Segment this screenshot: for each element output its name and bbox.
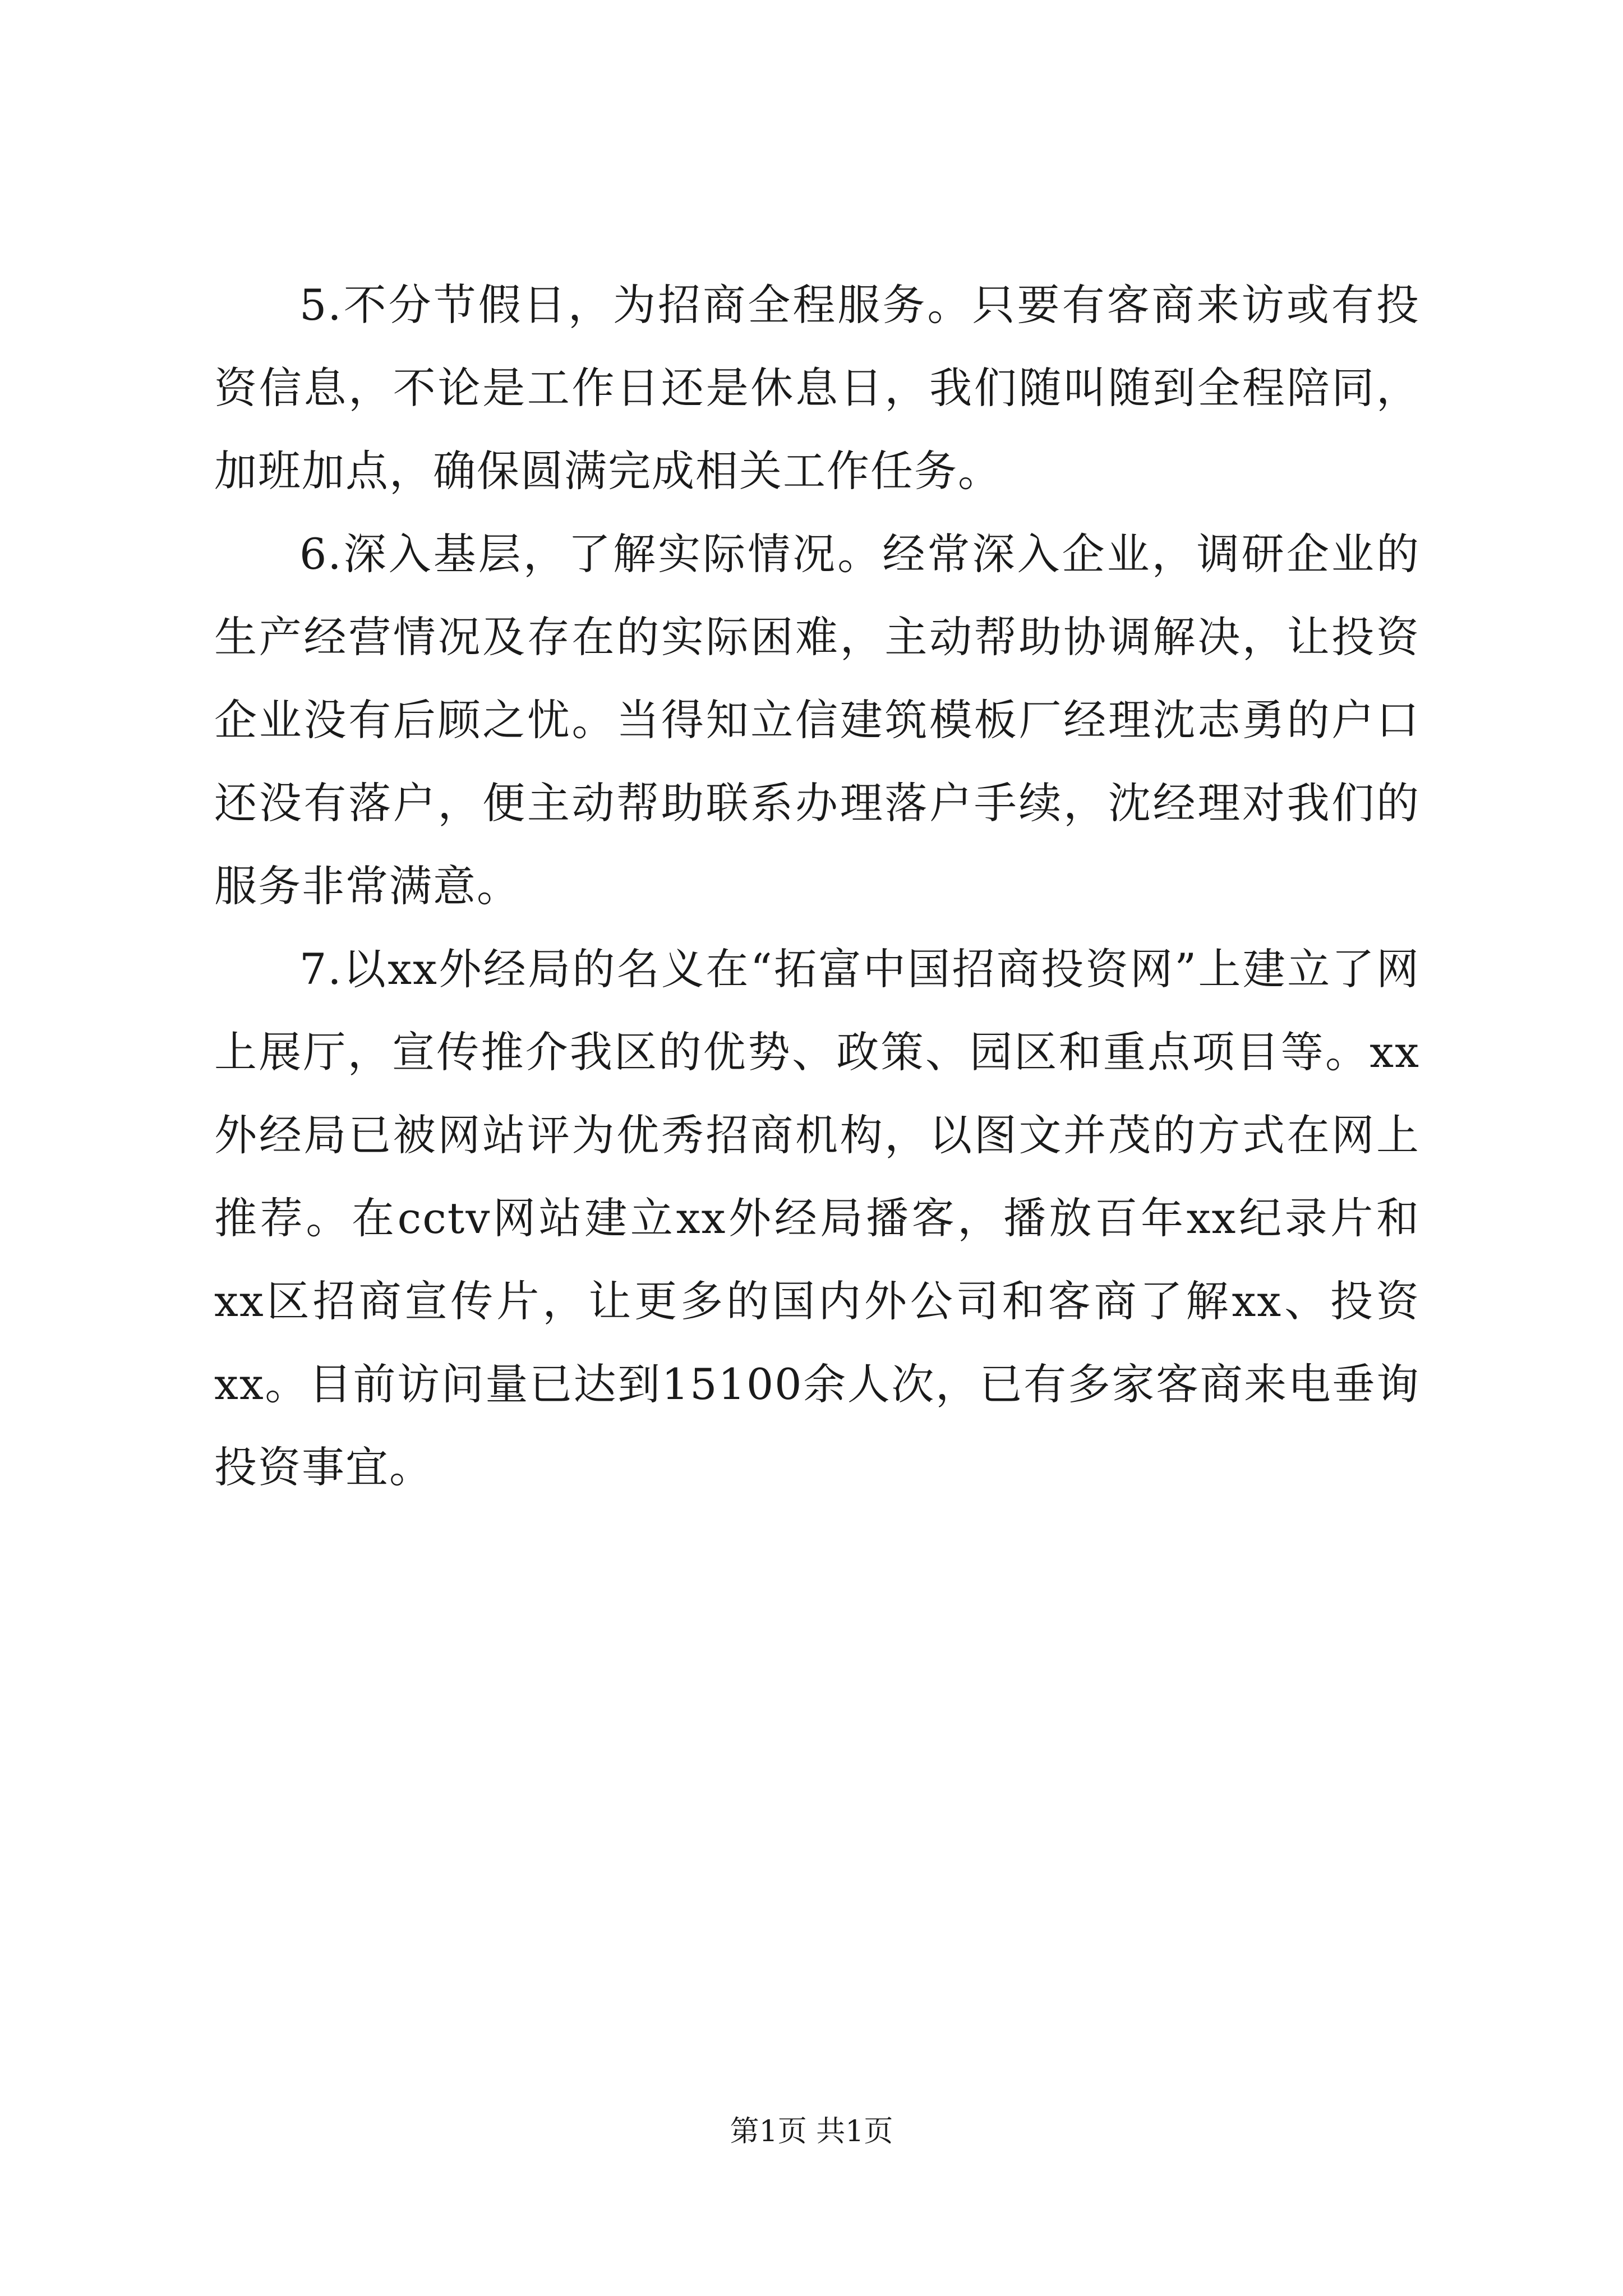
paragraph-7: 7.以xx外经局的名义在“拓富中国招商投资网”上建立了网上展厅，宣传推介我区的优势、政策、园区和重点项目等。xx外经局已被网站评为优秀招商机构，以图文并茂的方式在网上推荐。在cctv网站建立xx外经局播客，播放百年xx纪录片和xx区招商宣传片，让更多的国内外公司和客商了解xx、投资xx。目前访问量已达到15100余人次，已有多家客商来电垂询投资事宜。 (214, 944, 1420, 1492)
paragraph-5: 5.不分节假日，为招商全程服务。只要有客商来访或有投资信息，不论是工作日还是休息日，我们随叫随到全程陪同，加班加点，确保圆满完成相关工作任务。 (214, 280, 1420, 496)
document-body (214, 264, 1420, 1509)
paragraph-6: 6.深入基层，了解实际情况。经常深入企业，调研企业的生产经营情况及存在的实际困难，主动帮助协调解决，让投资企业没有后顾之忧。当得知立信建筑模板厂经理沈志勇的户口还没有落户，便主动帮助联系办理落户手续，沈经理对我们的服务非常满意。 (214, 529, 1420, 911)
page-footer: 第1页 共1页 (730, 2115, 893, 2148)
